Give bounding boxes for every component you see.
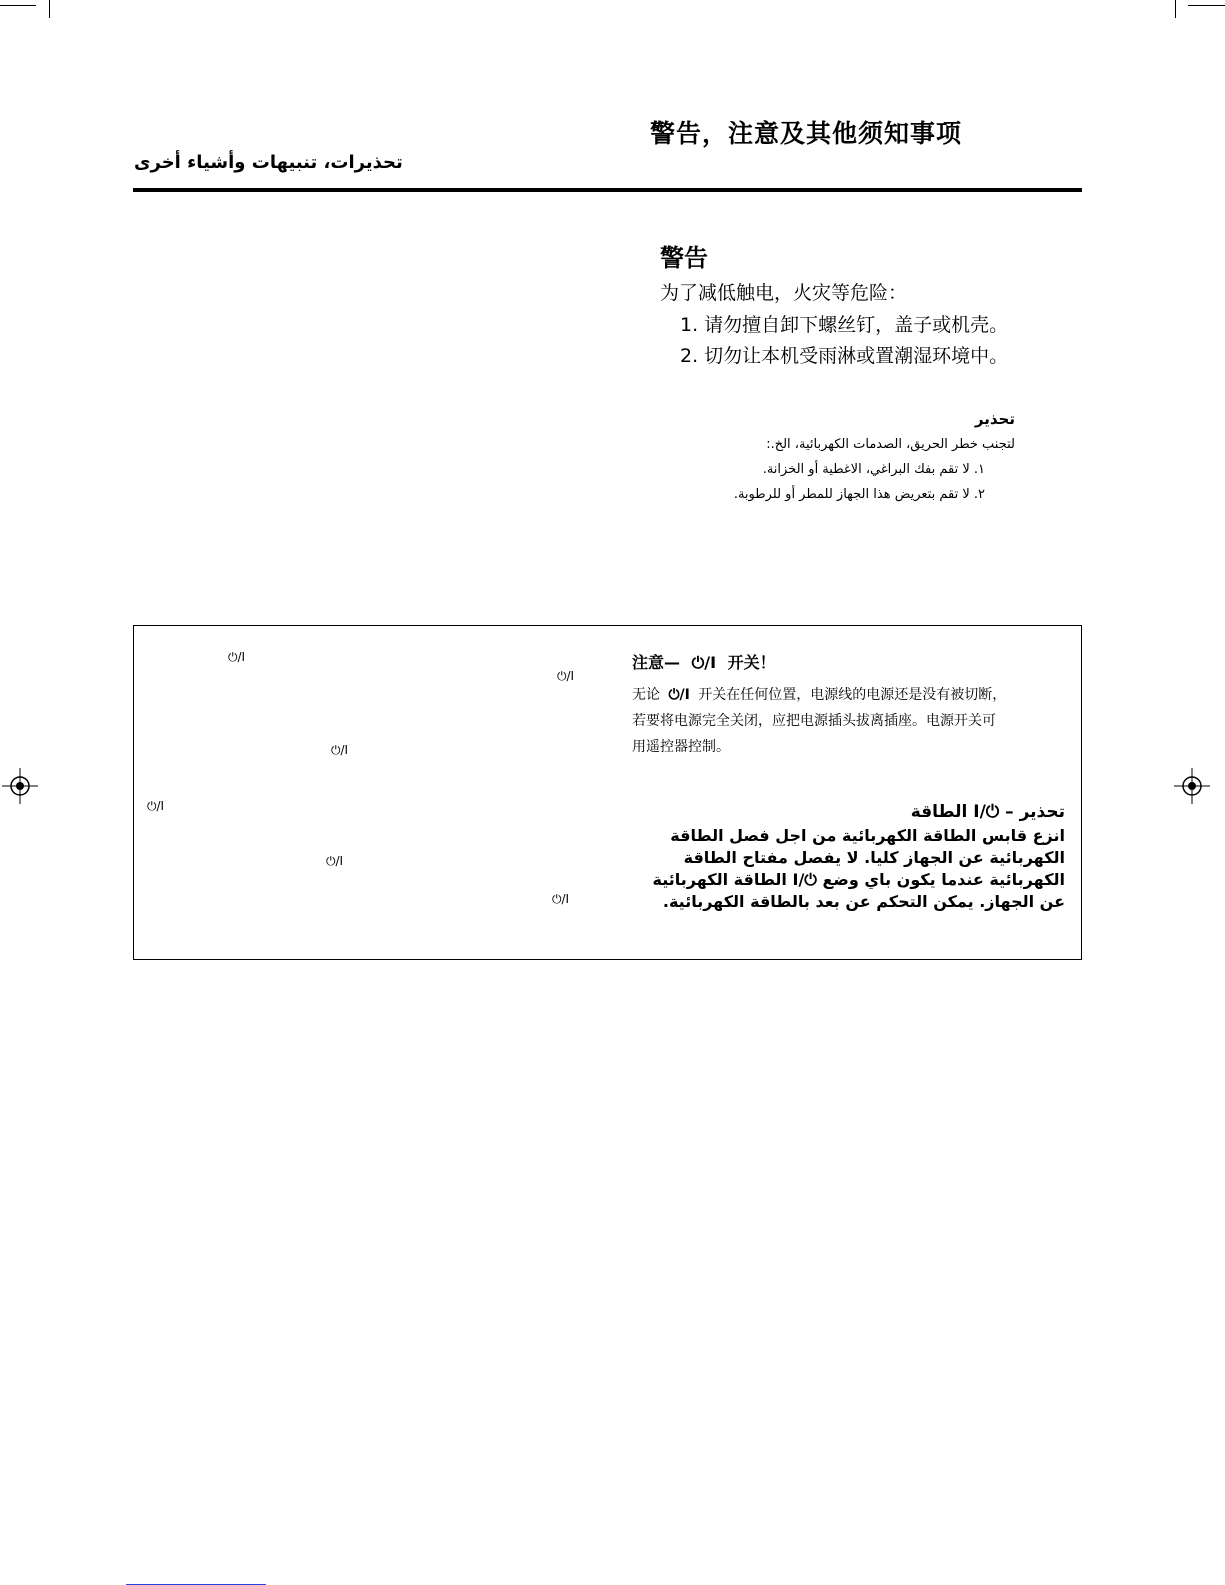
warning-item-1-arabic: ١. لا تقم بفك البراغي، الاغطية أو الخزانة.: [762, 462, 985, 477]
caution-line-1-prefix: 无论: [632, 687, 660, 703]
power-symbol-icon: ⏻/I: [326, 854, 344, 868]
power-symbol-icon: ⏻/I: [228, 650, 246, 664]
caution-line-2-arabic: الكهربائية عن الجهاز كليا. لا يفصل مفتاح الطاقة: [683, 848, 1065, 867]
power-symbol-icon: ⏻/I: [552, 892, 570, 906]
registration-mark-right-icon: [1174, 768, 1210, 804]
power-symbol-icon: ⏻/I: [668, 687, 690, 703]
power-symbol-icon: ⏻/I: [147, 799, 165, 813]
crop-mark-top-right-vertical: [1175, 0, 1176, 18]
power-symbol-icon: ⏻/I: [557, 669, 575, 683]
header-rule: [133, 188, 1082, 192]
warning-item-1-chinese: 1. 请勿擅自卸下螺丝钉，盖子或机壳。: [680, 314, 1009, 336]
caution-line-3-arabic: الكهربائية عندما يكون باي وضع ⏻/I الطاقة الكهربائية: [652, 870, 1065, 889]
warning-heading-arabic: تحذير: [974, 410, 1015, 428]
power-symbol-icon: ⏻/I: [331, 743, 349, 757]
caution-line-4-arabic: عن الجهاز. يمكن التحكم عن بعد بالطاقة الكهربائية.: [662, 892, 1065, 911]
registration-mark-left-icon: [2, 768, 38, 804]
caution-line-2-chinese: 若要将电源完全关闭，应把电源插头拔离插座。电源开关可: [632, 713, 996, 729]
crop-mark-top-left: [0, 5, 36, 6]
caution-line-1-suffix: 开关在任何位置，电源线的电源还是没有被切断，: [698, 687, 1007, 703]
caution-line-1-chinese: [632, 684, 1006, 704]
power-caution-box: [133, 625, 1082, 960]
warning-heading-chinese: 警告: [660, 244, 708, 272]
caution-heading-suffix: 开关！: [727, 653, 776, 672]
warning-item-2-chinese: 2. 切勿让本机受雨淋或置潮湿环境中。: [680, 345, 1009, 367]
page-title-chinese: 警告，注意及其他须知事项: [650, 119, 963, 148]
warning-item-2-arabic: ٢. لا تقم بتعريض هذا الجهاز للمطر أو للرطوبة.: [733, 487, 985, 502]
page-title-arabic: تحذيرات، تنبيهات وأشياء أخرى: [134, 152, 403, 173]
caution-line-1-arabic: انزع قابس الطاقة الكهربائية من اجل فصل الطاقة: [670, 826, 1065, 845]
warning-intro-chinese: 为了减低触电，火灾等危险：: [660, 282, 908, 304]
caution-heading-prefix: 注意—: [632, 653, 681, 672]
warning-intro-arabic: لتجنب خطر الحريق، الصدمات الكهربائية، الخ.:: [766, 437, 1015, 452]
caution-heading-arabic: تحذير – ⏻/I الطاقة: [910, 802, 1065, 822]
crop-mark-top-right: [1188, 5, 1225, 6]
caution-line-3-chinese: 用遥控器控制。: [632, 739, 730, 755]
crop-mark-top-left-vertical: [49, 0, 50, 18]
caution-heading-chinese: [632, 650, 776, 673]
power-symbol-icon: ⏻/I: [691, 653, 717, 672]
